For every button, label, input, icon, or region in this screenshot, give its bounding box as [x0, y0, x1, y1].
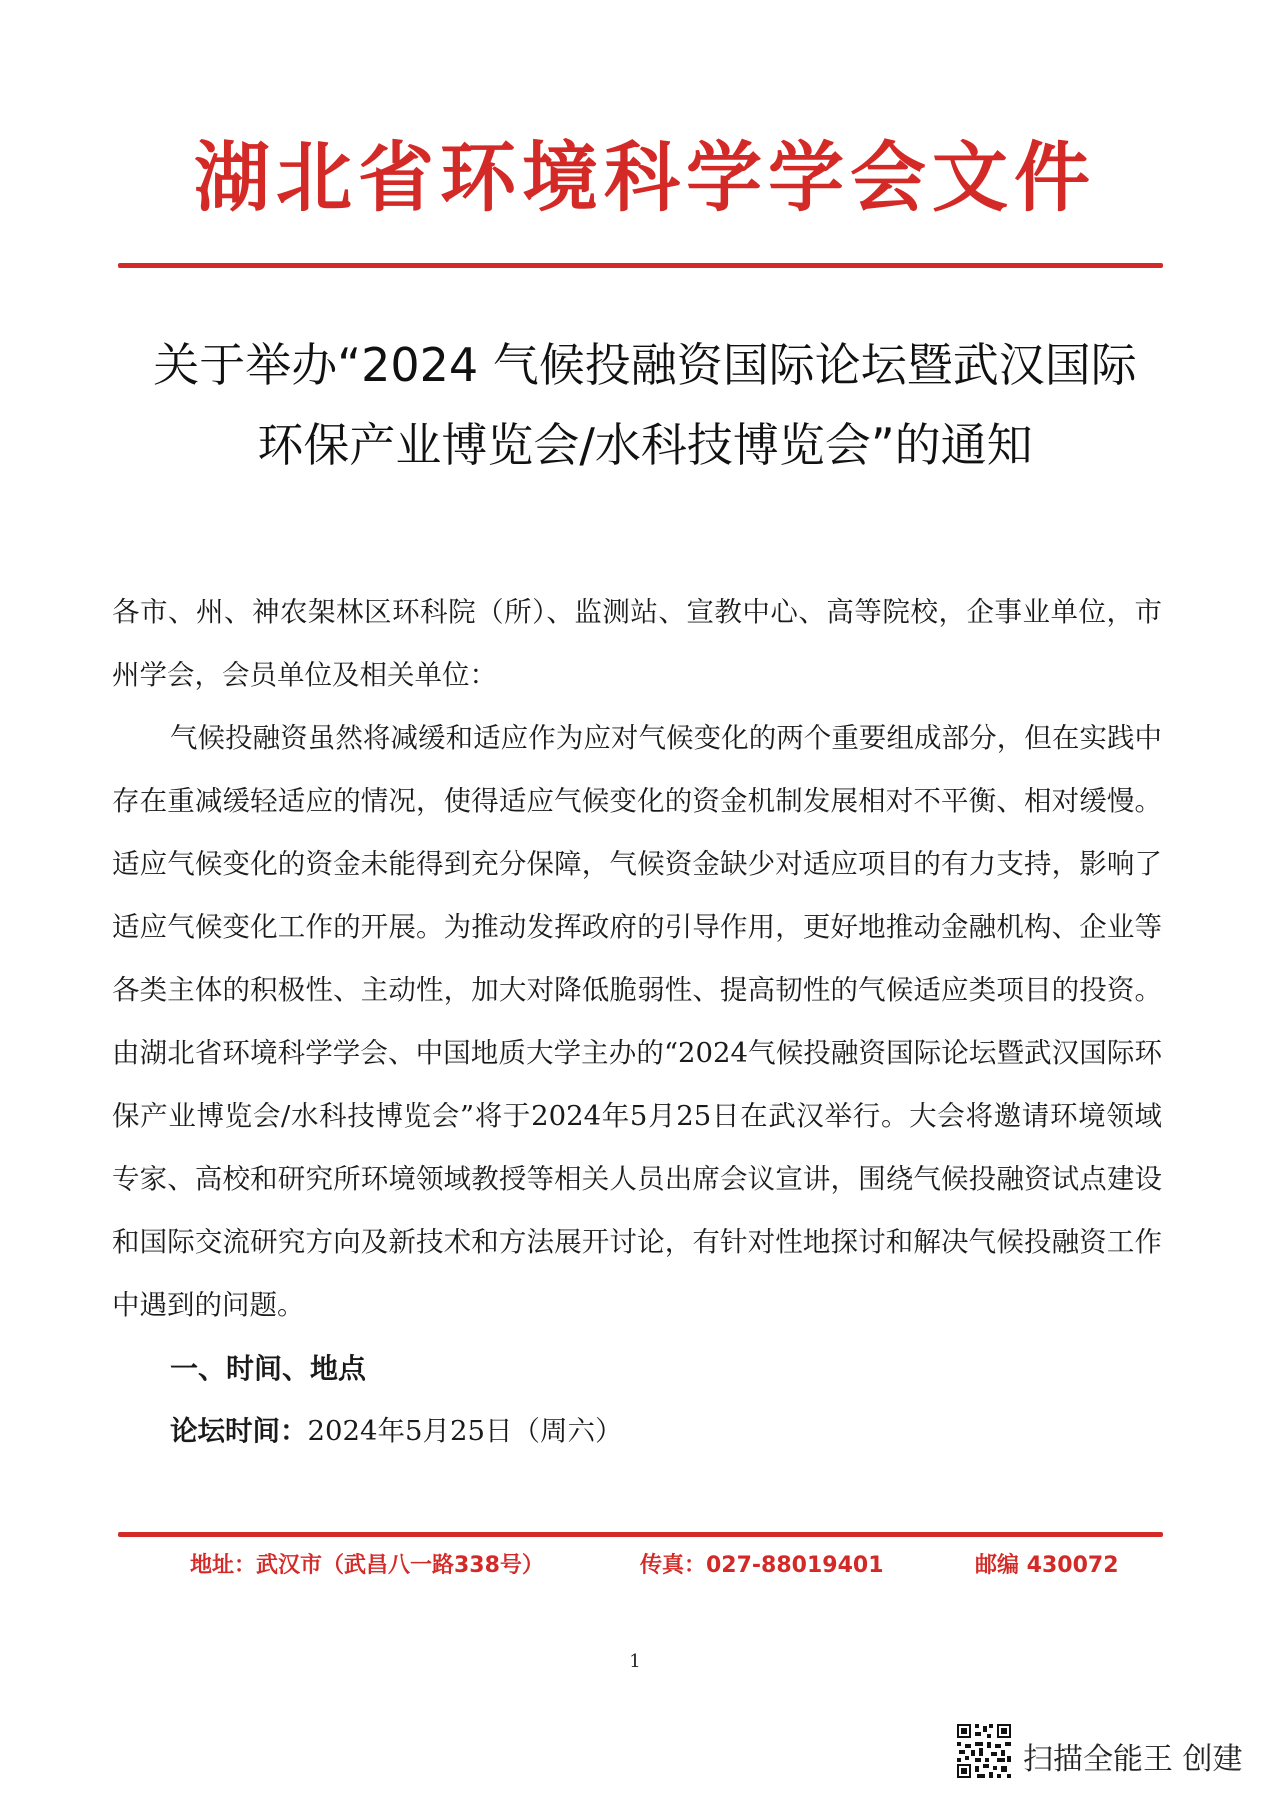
notice-body — [112, 581, 1162, 1463]
watermark-text: 扫描全能王 创建 — [1023, 1742, 1243, 1777]
page-number: 1 — [629, 1651, 641, 1672]
forum-time-value: 2024年5月25日（周六） — [307, 1415, 623, 1447]
footer-red-rule — [118, 1532, 1163, 1537]
qr-code-icon — [955, 1722, 1013, 1780]
footer-address: 地址：武汉市（武昌八一路338号） — [190, 1553, 544, 1578]
forum-time-line — [112, 1400, 1162, 1463]
salutation: 各市、州、神农架林区环科院（所）、监测站、宣教中心、高等院校，企事业单位，市州学会，会员单位及相关单位： — [112, 596, 1162, 691]
body-paragraph-1: 气候投融资虽然将减缓和适应作为应对气候变化的两个重要组成部分，但在实践中存在重减缓轻适应的情况，使得适应气候变化的资金机制发展相对不平衡、相对缓慢。适应气候变化的资金未能得到充分保障，气候资金缺少对适应项目的有力支持，影响了适应气候变化工作的开展。为推动发挥政府的引导作用，更好地推动金融机构、企业等各类主体的积极性、主动性，加大对降低脆弱性、提高韧性的气候适应类项目的投资。由湖北省环境科学学会、中国地质大学主办的“2024气候投融资国际论坛暨武汉国际环保产业博览会/水科技博览会”将于2024年5月25日在武汉举行。大会将邀请环境领域专家、高校和研究所环境领域教授等相关人员出席会议宣讲，围绕气候投融资试点建设和国际交流研究方向及新技术和方法展开讨论，有针对性地探讨和解决气候投融资工作中遇到的问题。 — [112, 722, 1162, 1321]
forum-time-label: 论坛时间： — [170, 1415, 308, 1447]
scanner-watermark — [955, 1722, 1255, 1782]
footer-fax: 传真：027-88019401 — [640, 1553, 884, 1578]
notice-title-line-1: 关于举办“2024 气候投融资国际论坛暨武汉国际 — [153, 338, 1137, 392]
notice-title — [105, 325, 1185, 485]
notice-title-line-2: 环保产业博览会/水科技博览会”的通知 — [257, 418, 1033, 472]
section-heading-time-location: 一、时间、地点 — [170, 1352, 367, 1385]
footer-postcode: 邮编 430072 — [975, 1553, 1119, 1578]
letterhead-red-rule — [118, 263, 1163, 268]
org-letterhead-title: 湖北省环境科学学会文件 — [194, 133, 1096, 222]
footer-contact-info — [190, 1548, 1150, 1588]
